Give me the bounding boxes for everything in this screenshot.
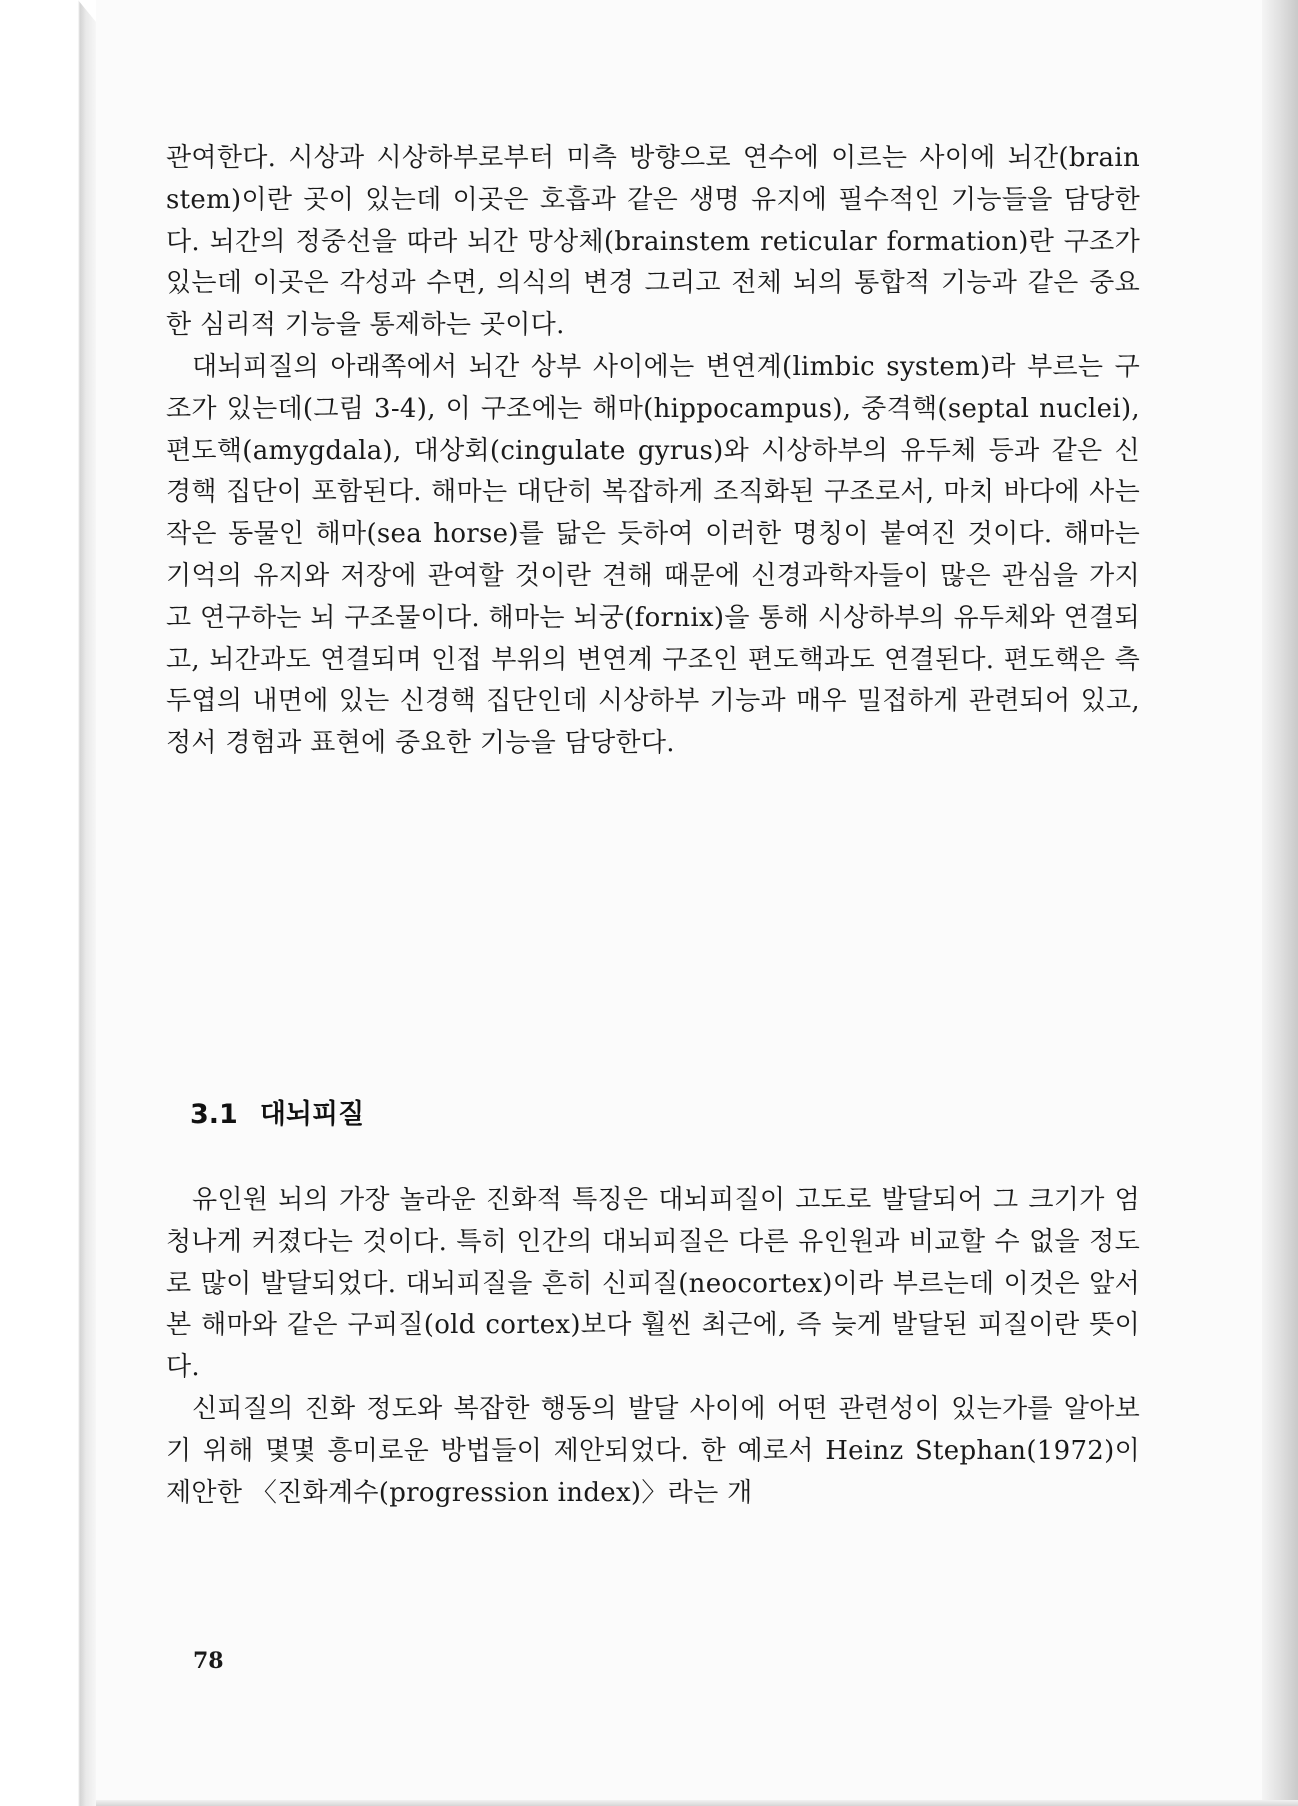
page-right-shadow xyxy=(1262,0,1298,1806)
body-text-top xyxy=(166,138,1140,765)
paragraph: 신피질의 진화 정도와 복잡한 행동의 발달 사이에 어떤 관련성이 있는가를 알아보기 위해 몇몇 흥미로운 방법들이 제안되었다. 한 예로서 Heinz Stephan(1972)이 제안한 〈진화계수(progression index)〉라는 개 xyxy=(166,1393,1140,1508)
paragraph: 유인원 뇌의 가장 놀라운 진화적 특징은 대뇌피질이 고도로 발달되어 그 크기가 엄청나게 커졌다는 것이다. 특히 인간의 대뇌피질은 다른 유인원과 비교할 수 없을 정도로 많이 발달되었다. 대뇌피질을 흔히 신피질(neocortex)이라 부르는데 이것은 앞서 본 해마와 같은 구피질(old cortex)보다 훨씬 최근에, 즉 늦게 발달된 피질이란 뜻이다. xyxy=(166,1185,1140,1383)
paragraph: 관여한다. 시상과 시상하부로부터 미측 방향으로 연수에 이르는 사이에 뇌간(brain stem)이란 곳이 있는데 이곳은 호흡과 같은 생명 유지에 필수적인 기능들을 담당한다. 뇌간의 정중선을 따라 뇌간 망상체(brainstem reticular formation)란 구조가 있는데 이곳은 각성과 수면, 의식의 변경 그리고 전체 뇌의 통합적 기능과 같은 중요한 심리적 기능을 통제하는 곳이다. xyxy=(166,143,1140,341)
page-corner-fold xyxy=(78,0,96,22)
page-number: 78 xyxy=(193,1648,224,1674)
page-left-edge xyxy=(0,0,96,1806)
page-bottom-shadow xyxy=(96,1800,1298,1806)
section-number: 3.1 xyxy=(190,1099,238,1130)
body-text-bottom xyxy=(166,1180,1140,1514)
paragraph: 대뇌피질의 아래쪽에서 뇌간 상부 사이에는 변연계(limbic system)라 부르는 구조가 있는데(그림 3-4), 이 구조에는 해마(hippocampus), 중격핵(septal nuclei), 편도핵(amygdala), 대상회(cingulate gyrus)와 시상하부의 유두체 등과 같은 신경핵 집단이 포함된다. 해마는 대단히 복잡하게 조직화된 구조로서, 마치 바다에 사는 작은 동물인 해마(sea horse)를 닮은 듯하여 이러한 명칭이 붙여진 것이다. 해마는 기억의 유지와 저장에 관여할 것이란 견해 때문에 신경과학자들이 많은 관심을 가지고 연구하는 뇌 구조물이다. 해마는 뇌궁(fornix)을 통해 시상하부의 유두체와 연결되고, 뇌간과도 연결되며 인접 부위의 변연계 구조인 편도핵과도 연결된다. 편도핵은 측두엽의 내면에 있는 신경핵 집단인데 시상하부 기능과 매우 밀접하게 관련되어 있고, 정서 경험과 표현에 중요한 기능을 담당한다. xyxy=(166,351,1140,759)
section-heading xyxy=(190,1092,364,1131)
section-title: 대뇌피질 xyxy=(259,1099,365,1130)
